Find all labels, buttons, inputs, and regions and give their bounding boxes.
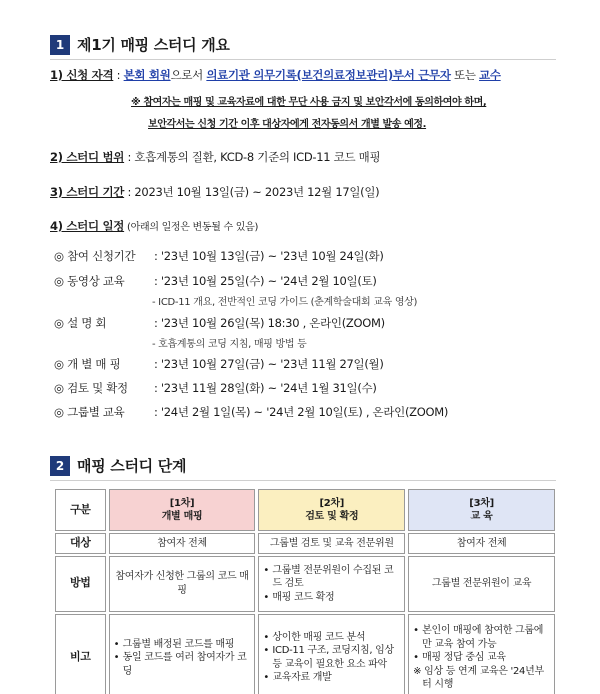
remarks-phase-3 xyxy=(408,614,555,694)
row-label-target: 대상 xyxy=(55,533,106,554)
security-note-1-text: ※ 참여자는 매핑 및 교육자료에 대한 무단 사용 금지 및 보안각서에 동의하여야 하며, xyxy=(131,97,487,108)
phase-1-step: [1차] xyxy=(169,497,195,509)
remarks-phase-1-item: • 동일 코드를 여러 참여자가 코딩 xyxy=(114,651,251,678)
schedule-item xyxy=(54,315,385,331)
scope-text: : 호흡계통의 질환, KCD-8 기준의 ICD-11 코드 매핑 xyxy=(124,150,381,164)
qualification-or: 또는 xyxy=(450,68,480,82)
schedule-line xyxy=(50,218,258,234)
mapping-stage-table xyxy=(52,487,558,694)
target-phase-2: 그룹별 검토 및 교육 전문위원 xyxy=(258,533,405,554)
section-2-title: 매핑 스터디 단계 xyxy=(77,457,187,475)
schedule-item xyxy=(54,248,384,264)
qualification-sep: : xyxy=(113,68,124,82)
phase-3-header xyxy=(408,489,555,531)
qualification-line xyxy=(50,67,501,83)
schedule-key: ◎ 동영상 교육 xyxy=(54,274,125,288)
phase-1-name: 개별 매핑 xyxy=(161,511,203,522)
qualification-conj: 으로서 xyxy=(170,68,207,82)
period-line xyxy=(50,184,379,200)
schedule-key: ◎ 개 별 매 핑 xyxy=(54,357,121,371)
schedule-note: (아래의 일정은 변동될 수 있음) xyxy=(124,222,259,233)
schedule-item xyxy=(54,356,384,372)
table-header-row xyxy=(55,489,555,531)
period-text: : 2023년 10월 13일(금) ~ 2023년 12월 17일(일) xyxy=(124,185,380,199)
remarks-phase-1-item: • 그룹별 배정된 코드를 매핑 xyxy=(114,638,251,652)
target-phase-1: 참여자 전체 xyxy=(109,533,256,554)
security-note-2-text: 보안각서는 신청 기간 이후 대상자에게 전자동의서 개별 발송 예정. xyxy=(148,119,427,130)
method-phase-3: 그룹별 전문위원이 교육 xyxy=(408,556,555,612)
schedule-value: : '23년 10월 27일(금) ~ '23년 11월 27일(월) xyxy=(154,357,384,371)
row-label-remarks: 비고 xyxy=(55,614,106,694)
schedule-value: : '23년 10월 13일(금) ~ '23년 10월 24일(화) xyxy=(154,249,384,263)
method-phase-2 xyxy=(258,556,405,612)
remarks-phase-2-item: • 교육자료 개발 xyxy=(263,671,400,685)
section-2-divider xyxy=(50,480,556,481)
table-row-target xyxy=(55,533,555,554)
video-sub-note: - ICD-11 개요, 전반적인 코딩 가이드 (춘계학술대회 교육 영상) xyxy=(152,297,418,308)
schedule-value: : '23년 10월 26일(목) 18:30 , 온라인(ZOOM) xyxy=(154,316,385,330)
section-1-header xyxy=(50,34,230,55)
phase-2-header xyxy=(258,489,405,531)
schedule-key: ◎ 그룹별 교육 xyxy=(54,405,125,419)
method-phase-2-item: • 매핑 코드 확정 xyxy=(263,591,400,605)
target-phase-3: 참여자 전체 xyxy=(408,533,555,554)
schedule-key: ◎ 검토 및 확정 xyxy=(54,381,128,395)
method-phase-2-item: • 그룹별 전문위원이 수집된 코드 검토 xyxy=(263,564,400,591)
phase-1-header xyxy=(109,489,256,531)
table-corner: 구분 xyxy=(55,489,106,531)
remarks-phase-3-item: • 매핑 정답 중심 교육 xyxy=(413,651,550,665)
schedule-value: : '23년 11월 28일(화) ~ '24년 1월 31일(수) xyxy=(154,381,377,395)
section-1-divider xyxy=(50,59,556,60)
section-1-title: 제1기 매핑 스터디 개요 xyxy=(77,36,230,54)
phase-2-step: [2차] xyxy=(319,497,345,509)
remarks-phase-3-item: • 본인이 매핑에 참여한 그룹에만 교육 참여 가능 xyxy=(413,624,550,651)
phase-2-name: 검토 및 확정 xyxy=(305,511,359,522)
remarks-phase-1 xyxy=(109,614,256,694)
qualification-professor: 교수 xyxy=(479,68,501,82)
schedule-item xyxy=(54,404,448,420)
phase-3-name: 교 육 xyxy=(470,511,493,522)
phase-3-step: [3차] xyxy=(469,497,494,509)
schedule-value: : '23년 10월 25일(수) ~ '24년 2월 10일(토) xyxy=(154,274,377,288)
row-label-method: 방법 xyxy=(55,556,106,612)
schedule-label: 4) 스터디 일정 xyxy=(50,219,125,233)
schedule-item xyxy=(54,380,377,396)
security-note-2 xyxy=(148,115,426,130)
table-row-method xyxy=(55,556,555,612)
remarks-phase-2-item: • ICD-11 구조, 코딩지침, 임상 등 교육이 필요한 요소 파악 xyxy=(263,644,400,671)
section-1-number: 1 xyxy=(50,35,70,55)
schedule-item xyxy=(54,273,377,289)
method-phase-1: 참여자가 신청한 그룹의 코드 매핑 xyxy=(109,556,256,612)
qualification-member: 본회 회원 xyxy=(123,68,171,82)
remarks-phase-2 xyxy=(258,614,405,694)
period-label: 3) 스터디 기간 xyxy=(50,185,125,199)
security-note-1 xyxy=(131,93,486,108)
table-row-remarks xyxy=(55,614,555,694)
qualification-worker: 의료기관 의무기록(보건의료정보관리)부서 근무자 xyxy=(206,68,451,82)
schedule-key: ◎ 설 명 회 xyxy=(54,316,107,330)
scope-line xyxy=(50,149,380,165)
remarks-phase-2-item: • 상이한 매핑 코드 분석 xyxy=(263,631,400,645)
schedule-value: : '24년 2월 1일(목) ~ '24년 2월 10일(토) , 온라인(ZOOM) xyxy=(154,405,449,419)
section-2-header xyxy=(50,455,186,476)
scope-label: 2) 스터디 범위 xyxy=(50,150,125,164)
schedule-key: ◎ 참여 신청기간 xyxy=(54,249,136,263)
section-2-number: 2 xyxy=(50,456,70,476)
briefing-sub-note: - 호흡계통의 코딩 지침, 매핑 방법 등 xyxy=(152,339,307,350)
qualification-label: 1) 신청 자격 xyxy=(50,68,114,82)
remarks-phase-3-note: ※ 임상 등 연계 교육은 '24년부터 시행 xyxy=(413,665,544,691)
